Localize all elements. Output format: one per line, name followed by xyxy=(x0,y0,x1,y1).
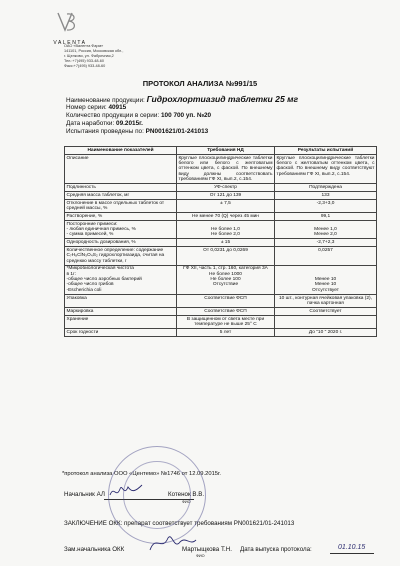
requirement-cell: 5 лет xyxy=(177,329,275,337)
chief-name-caption: ФИО xyxy=(182,500,191,504)
table-row xyxy=(65,294,377,307)
indicator-cell: Маркировка xyxy=(65,307,177,315)
result-cell: -2,3+3,0 xyxy=(275,199,377,212)
requirement-cell: От 0,0231 до 0,0269 xyxy=(177,247,275,265)
table-row xyxy=(65,315,377,328)
table-row xyxy=(65,307,377,315)
indicator-cell: Хранение xyxy=(65,315,177,328)
requirement-cell: Не более 1,0 Не более 2,0 xyxy=(177,220,275,238)
address-line: Факс:+7(495) 933-48-60 xyxy=(64,64,106,68)
result-cell: Круглые плоскоцилиндрические таблетки белого с желтоватым оттенком цвета, с фаской. По внешнему виду соответствуют требованиям ГФ XI, вып.2, с.154. xyxy=(275,154,377,183)
indicator-cell: Подлинность xyxy=(65,183,177,191)
series-label: Номер серии: xyxy=(66,104,107,111)
valenta-logo-icon xyxy=(54,10,80,34)
result-cell: Подтверждена xyxy=(275,183,377,191)
meta-tests xyxy=(66,128,208,137)
address-line: Тел.:+7(495) 933-48-60 xyxy=(64,59,104,63)
release-date-label: Дата выпуска протокола: xyxy=(240,546,312,553)
date-label: Дата наработки: xyxy=(66,120,115,127)
release-date-value: 01.10.15 xyxy=(338,544,366,551)
indicator-cell: Описание xyxy=(65,154,177,183)
release-date-line xyxy=(330,553,374,554)
table-row xyxy=(65,191,377,199)
indicator-cell: Срок годности xyxy=(65,329,177,337)
product-label: Наименование продукции: xyxy=(66,97,145,104)
indicator-cell: Отклонение в массе отдельных таблеток от средней массы, % xyxy=(65,199,177,212)
requirement-cell: От 121 до 139 xyxy=(177,191,275,199)
tests-label: Испытания проведены по: xyxy=(66,128,144,135)
requirement-cell: Круглые плоскоцилиндрические таблетки белого или белого с желтоватым оттенком цвета, с фаской. По внешнему виду должны соответствовать требованиям ГФ XI, вып.2, с.154. xyxy=(178,155,273,182)
chief-name: Котенок В.В. xyxy=(168,491,205,498)
table-row xyxy=(65,212,377,220)
company-stamp xyxy=(108,446,206,544)
company-logo xyxy=(40,10,100,46)
address-line: ОАО «Валента Фарм» xyxy=(64,44,104,48)
address-line: г. Щелково, ул. Фабричная,2 xyxy=(64,54,114,58)
requirement-cell: ± 7,5 xyxy=(177,199,275,212)
header-result: Результаты испытаний xyxy=(275,147,377,155)
header-indicator: Наименование показателей xyxy=(65,147,177,155)
requirement-cell: В защищенном от света месте при температуре не выше 25° С xyxy=(177,315,275,328)
company-name: VALENTA xyxy=(53,40,87,46)
table-row xyxy=(65,220,377,238)
indicator-cell: Количественное определение: содержание C₇H₈ClN₃O₄S₂ гидрохлортиазида, считая на среднюю массу таблетки, г xyxy=(65,247,177,265)
result-cell: Менее 10 Менее 10 Отсутствует xyxy=(275,265,377,294)
series-value: 40915 xyxy=(108,104,127,111)
result-cell xyxy=(275,315,377,328)
table-row xyxy=(65,247,377,265)
result-cell: Соответствует xyxy=(275,307,377,315)
requirement-cell: УФ-спектр xyxy=(177,183,275,191)
table-row xyxy=(65,154,377,183)
deputy-name-caption: ФИО xyxy=(196,554,205,558)
result-cell: 0,0257 xyxy=(275,247,377,265)
conclusion: ЗАКЛЮЧЕНИЕ ОКК: препарат соответствует требованиям PN001621/01-241013 xyxy=(64,520,295,527)
table-header-row xyxy=(65,147,377,155)
indicator-cell: *Микробиологическая чистота в 1г: -общее число аэробных бактерий -общее число грибов -Escherichia coli xyxy=(65,265,177,294)
table-row xyxy=(65,239,377,247)
table-row xyxy=(65,329,377,337)
table-row xyxy=(65,183,377,191)
requirement-cell: ± 15 xyxy=(177,239,275,247)
header-requirement: Требования НД xyxy=(177,147,275,155)
indicator-cell: Однородность дозирования, % xyxy=(65,239,177,247)
indicator-cell: Упаковка xyxy=(65,294,177,307)
document-title: ПРОТОКОЛ АНАЛИЗА №991/15 xyxy=(142,79,258,88)
tests-value: PN001621/01-241013 xyxy=(145,128,209,135)
quantity-label: Количество продукции в серии: xyxy=(66,112,160,119)
indicator-cell: Посторонние примеси: - любая единичная примесь, % - сумма примесей, % xyxy=(65,220,177,238)
date-value: 09.2015г. xyxy=(116,120,143,127)
deputy-label: Зам.начальника ОКК xyxy=(64,546,125,553)
company-address xyxy=(64,44,134,69)
table-row xyxy=(65,199,377,212)
requirement-cell: ГФ XII, часть 1, стр. 160, категория 3А Не более 1000 Не более 100 Отсутствие xyxy=(177,265,275,294)
product-value: Гидрохлортиазид таблетки 25 мг xyxy=(146,94,299,104)
results-table xyxy=(64,146,377,337)
footnote: *протокол анализа ООО «Центемо» №1746 от 12.09.2015г. xyxy=(62,471,222,477)
indicator-cell: Растворение, % xyxy=(65,212,177,220)
deputy-name: Мартыщкова Т.Н. xyxy=(182,546,232,553)
result-cell: 10 шт., контурная ячейковая упаковка (2), пачка картонная xyxy=(275,294,377,307)
table-row xyxy=(65,265,377,294)
result-cell: 99,1 xyxy=(275,212,377,220)
requirement-cell: Соответствие ФСП xyxy=(177,294,275,307)
result-cell: До "10 " 2020 г. xyxy=(275,329,377,337)
requirement-cell: Соответствие ФСП xyxy=(177,307,275,315)
quantity-value: 100 700 уп. №20 xyxy=(161,112,212,119)
indicator-cell: Средняя масса таблеток, мг xyxy=(65,191,177,199)
result-cell: 133 xyxy=(275,191,377,199)
result-cell: -2,7+2,3 xyxy=(275,239,377,247)
address-line: 141101, Россия, Московская обл., xyxy=(64,49,124,53)
chief-label: Начальник АЛ xyxy=(64,491,105,498)
requirement-cell: Не менее 70 (Q) через 45 мин xyxy=(177,212,275,220)
result-cell: Менее 1,0 Менее 2,0 xyxy=(275,220,377,238)
